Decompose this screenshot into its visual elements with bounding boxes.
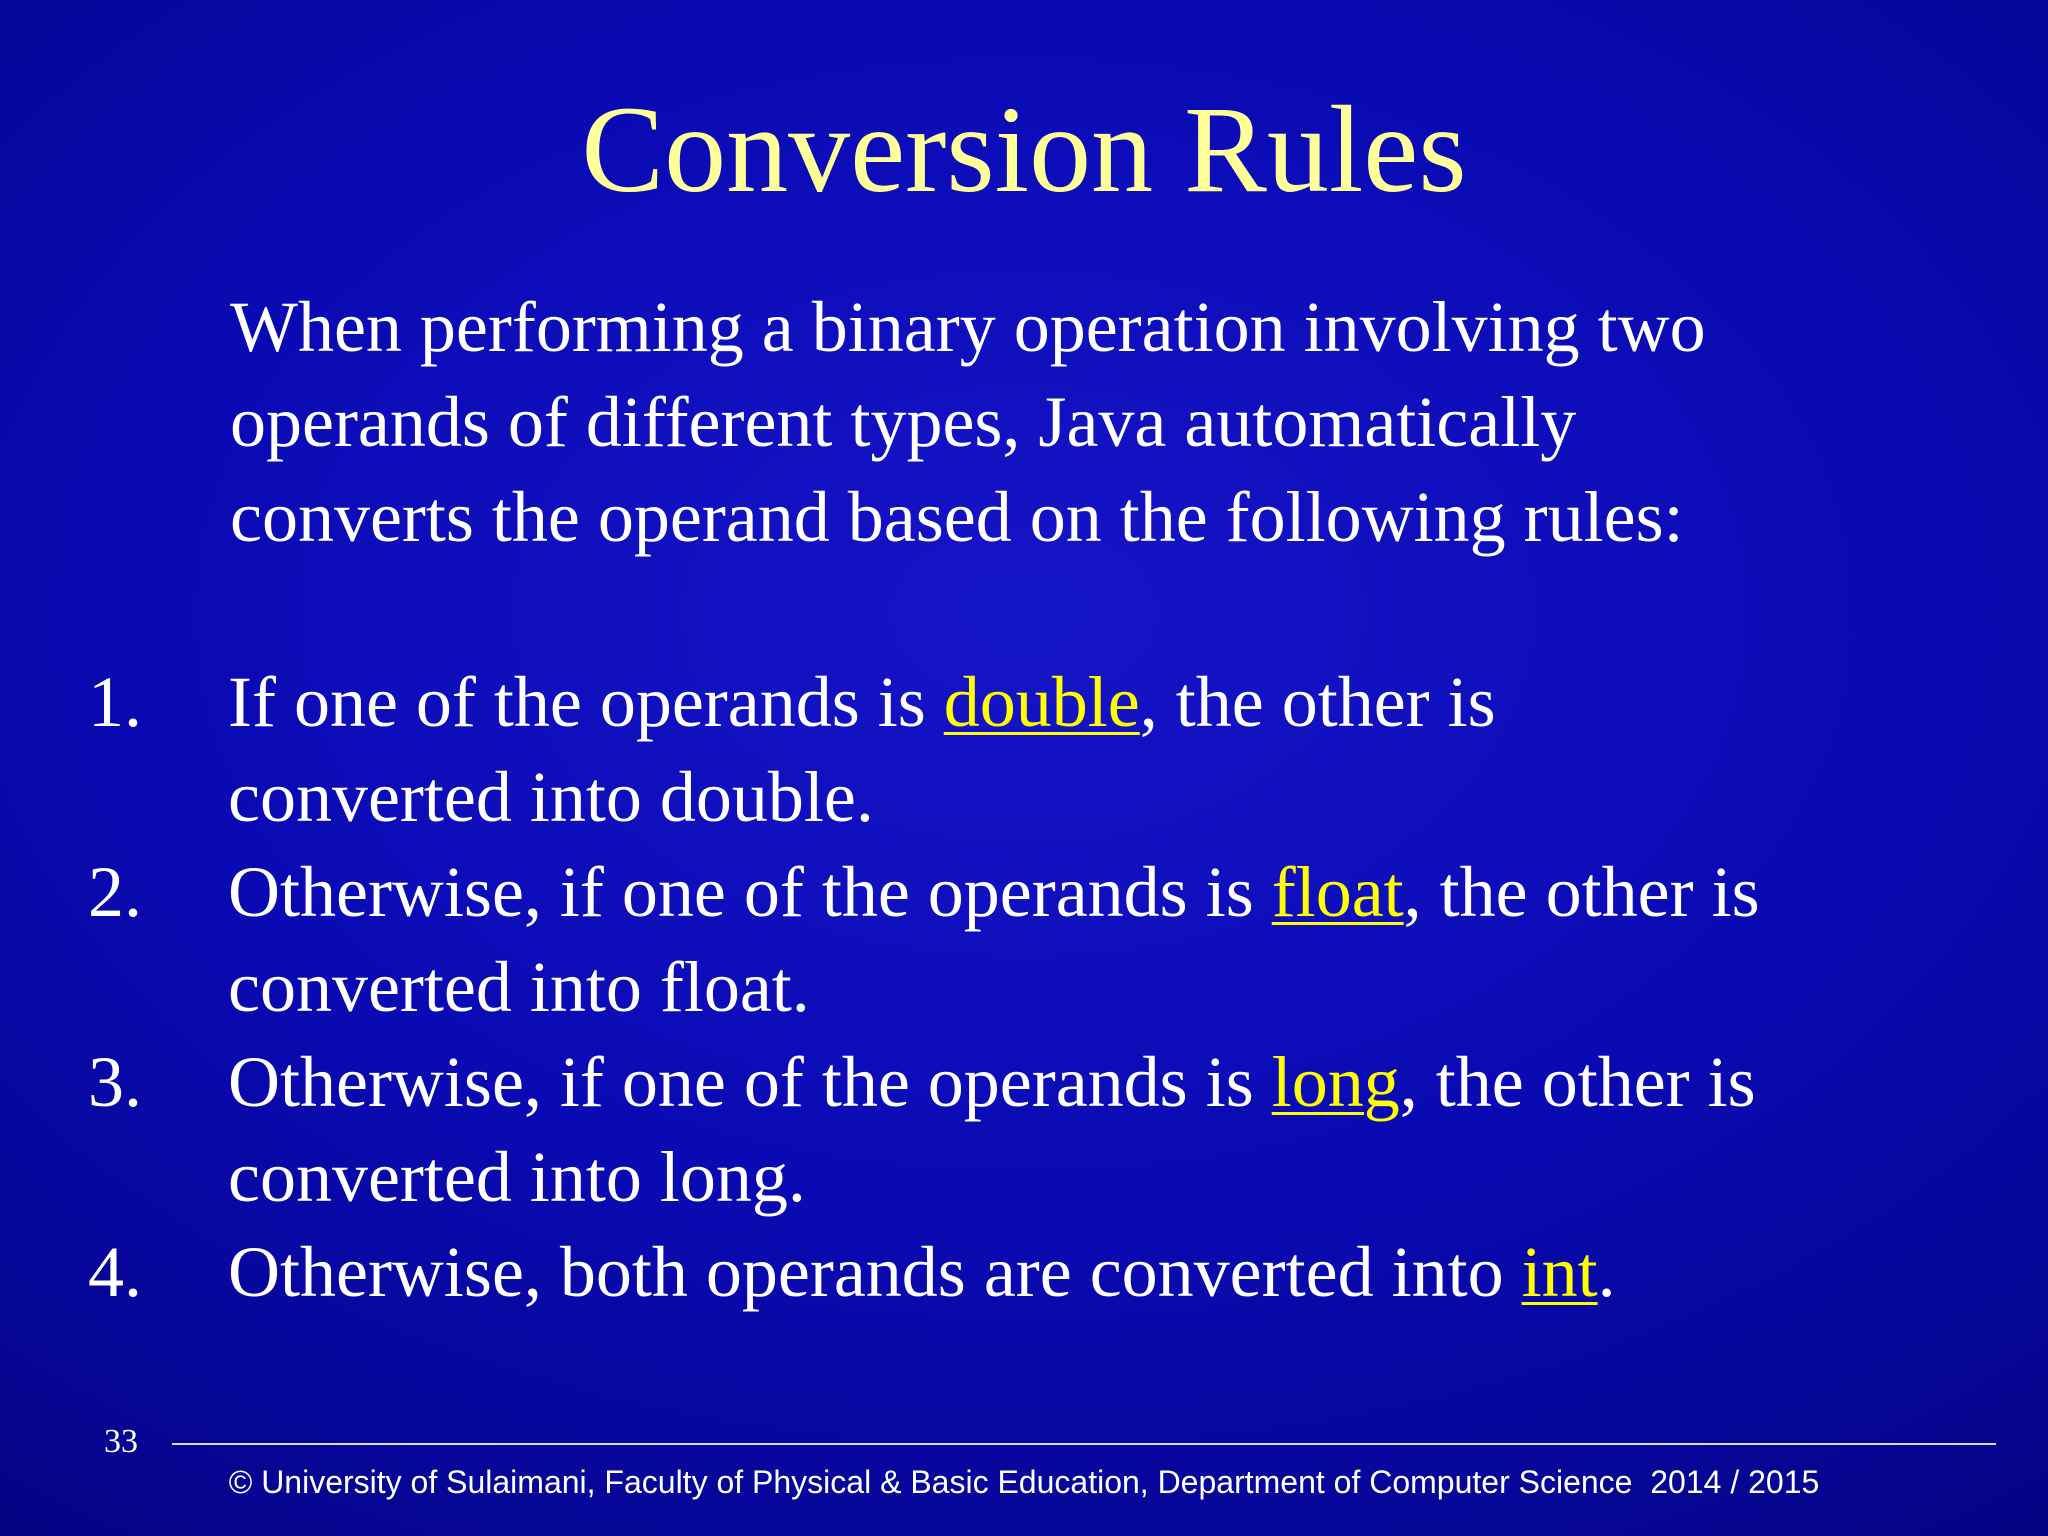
- rule-line: converted into double.: [228, 757, 874, 837]
- keyword-float: float: [1271, 852, 1404, 932]
- rule-text-before: Otherwise, both operands are converted into: [228, 1232, 1522, 1312]
- rule-item-2: [0, 845, 2048, 1035]
- intro-line: When performing a binary operation involving two: [230, 287, 1706, 367]
- rule-line: [228, 655, 1988, 750]
- rule-line: [228, 1225, 1988, 1320]
- footer-divider: [172, 1443, 1996, 1445]
- rule-item-1: [0, 655, 2048, 845]
- rule-text: [228, 1225, 1988, 1320]
- rule-number: 3.: [88, 1042, 142, 1122]
- intro-line: converts the operand based on the following rules:: [230, 477, 1684, 557]
- rule-text-after: .: [1597, 1232, 1616, 1312]
- rule-text-before: If one of the operands is: [228, 662, 944, 742]
- rule-line: converted into float.: [228, 947, 810, 1027]
- rule-line: converted into long.: [228, 1137, 806, 1217]
- intro-paragraph: [230, 280, 1930, 565]
- copyright-footer: © University of Sulaimani, Faculty of Physical & Basic Education, Department of Computer Science 2014 / 2015: [228, 1464, 1820, 1500]
- rule-text-before: Otherwise, if one of the operands is: [228, 1042, 1272, 1122]
- rule-text: [228, 655, 1988, 845]
- rule-text-after: , the other is: [1399, 1042, 1756, 1122]
- rule-text: [228, 1035, 1988, 1225]
- rule-line: [228, 1035, 1988, 1130]
- rule-item-3: [0, 1035, 2048, 1225]
- rule-number: 2.: [88, 852, 142, 932]
- keyword-int: int: [1521, 1232, 1598, 1312]
- rule-text-before: Otherwise, if one of the operands is: [228, 852, 1272, 932]
- keyword-long: long: [1271, 1042, 1400, 1122]
- rule-number: 4.: [88, 1232, 142, 1312]
- rule-text-after: , the other is: [1139, 662, 1496, 742]
- rules-list: [0, 655, 2048, 1320]
- page-number: 33: [104, 1423, 138, 1460]
- rule-item-4: [0, 1225, 2048, 1320]
- intro-line: operands of different types, Java automatically: [230, 382, 1577, 462]
- rule-text: [228, 845, 1988, 1035]
- keyword-double: double: [943, 662, 1140, 742]
- rule-number: 1.: [88, 662, 142, 742]
- slide-title: Conversion Rules: [581, 81, 1467, 218]
- rule-text-after: , the other is: [1403, 852, 1760, 932]
- rule-line: [228, 845, 1988, 940]
